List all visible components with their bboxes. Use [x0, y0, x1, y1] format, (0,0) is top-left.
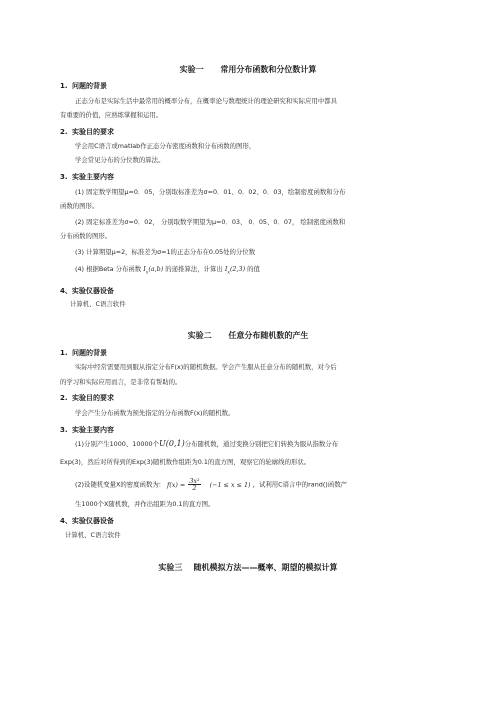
exp1-sec1-para1: 正态分布是实际生活中最常用的概率分布，在概率论与数理统计的理论研究和实际应用中都具 — [75, 97, 338, 105]
uniform-args: (0,1) — [165, 439, 185, 448]
exp2-sec4-heading — [60, 516, 114, 526]
exp1-item4-post: 的值 — [247, 265, 260, 273]
beta-subscript: x — [145, 270, 149, 276]
beta2-symbol: I — [224, 265, 228, 273]
exp1-sec4-heading — [60, 286, 114, 296]
exp1-sec4-para: 计算机、C语言软件 — [70, 300, 126, 308]
density-fraction — [188, 478, 200, 491]
exp2-sec1-num: 1. — [60, 349, 68, 357]
exp1-sec2-para2: 学会常见分布的分位数的算法。 — [75, 156, 165, 164]
exp2-sec1-heading — [60, 348, 107, 358]
beta-symbol: I — [143, 265, 146, 273]
density-numerator: 3x² — [189, 477, 200, 485]
exp2-sec1-para1: 实际中经常需要用到服从指定分布F(x)的随机数据。学会产生服从任意分布的随机数，对今后 — [75, 363, 337, 371]
exp1-sec3-title: 实验主要内容 — [72, 173, 114, 181]
density-denominator: 2 — [192, 484, 197, 492]
exp2-item2-line2: 生1000个X随机数，并作出组距为0.1的直方图。 — [75, 500, 215, 508]
exp2-sec1-para2: 的学习和实际应用而言，是非常有帮助的。 — [60, 378, 182, 386]
exp1-item4 — [75, 265, 260, 277]
exp2-sec3-title: 实验主要内容 — [72, 426, 114, 434]
exp2-sec2-para1: 学会产生分布函数为预先指定的分布函数F(x)的随机数。 — [75, 409, 235, 417]
density-range: (−1 ≤ x ≤ 1) — [209, 480, 251, 489]
exp2-sec4-title: 实验仪器设备 — [71, 517, 114, 525]
exp1-sec2-title: 实验目的要求 — [72, 128, 114, 136]
exp2-title: 实验二 任意分布随机数的产生 — [187, 331, 309, 340]
exp2-sec2-num: 2. — [60, 394, 68, 402]
exp1-sec1-title: 问题的背景 — [72, 82, 107, 90]
exp1-sec3-heading — [60, 172, 114, 182]
exp2-sec2-heading — [60, 393, 114, 403]
density-fx: f(x) = — [166, 480, 186, 489]
beta-args: (a,b) — [148, 265, 164, 273]
exp1-item4-mid: 的递推算法，计算出 — [165, 265, 223, 273]
exp2-item2-pre: (2)设随机变量X的密度函数为: — [75, 480, 161, 489]
exp2-sec1-title: 问题的背景 — [72, 349, 107, 357]
uniform-dist-u01 — [159, 439, 185, 448]
exp2-sec3-num: 3. — [60, 426, 68, 434]
exp1-sec4-num: 4、 — [60, 287, 72, 295]
exp1-item1-line2: 函数的图形。 — [60, 202, 99, 210]
exp2-item2-post: ，试利用C语言中的rand()函数产 — [252, 480, 347, 489]
exp1-item1-line1: (1) 固定数学期望μ=0．05，分别取标准差为σ=0．01、0．02、0．03，绘制密度函数和分布 — [75, 188, 346, 196]
exp2-item1-pre: (1)分别产生1000、10000个 — [75, 440, 159, 448]
exp1-item3: (3) 计算期望μ=2，标准差为σ=1的正态分布在0.05处的分位数 — [75, 248, 256, 256]
exp1-item4-pre: (4) 根据Beta 分布函数 — [75, 265, 142, 273]
exp1-item2-line1: (2) 固定标准差为σ=0．02， 分别取数学期望为μ=0．03、 0．05、0．07， 绘制密度函数和 — [75, 218, 346, 226]
beta-function-ixab — [143, 265, 164, 276]
beta2-subscript: x — [227, 270, 230, 276]
exp1-sec2-para1: 学会用C语言或matlab作正态分布密度函数和分布函数的图形， — [75, 142, 256, 150]
exp1-sec1-heading — [60, 81, 107, 91]
exp1-item2-line2: 分布函数的图形。 — [60, 232, 112, 240]
exp1-sec4-title: 实验仪器设备 — [71, 287, 114, 295]
exp1-sec2-num: 2. — [60, 128, 68, 136]
exp2-item1-post: 分布随机数，通过变换分别把它们转换为服从指数分布 — [184, 440, 339, 448]
exp2-item1-line2: Exp(3)，然后对所得到的Exp(3)随机数作组距为0.1的直方图，观察它的轮廓线的形状。 — [60, 458, 311, 466]
exp1-title: 实验一 常用分布函数和分位数计算 — [179, 65, 317, 74]
exp1-sec1-num: 1. — [60, 82, 68, 90]
beta-function-ix23 — [224, 265, 246, 276]
exp2-sec4-para: 计算机、C语言软件 — [65, 531, 121, 539]
exp2-item1-line1 — [75, 440, 338, 448]
exp2-sec2-title: 实验目的要求 — [72, 394, 114, 402]
uniform-symbol: U — [159, 439, 166, 448]
exp1-sec3-num: 3. — [60, 173, 68, 181]
beta2-args: (2,3) — [229, 265, 246, 273]
exp2-sec4-num: 4、 — [60, 517, 72, 525]
exp3-title: 实验三 随机模拟方法——概率、期望的模拟计算 — [158, 563, 338, 572]
exp1-sec1-para2: 有重要的价值，应熟练掌握和运用。 — [60, 111, 163, 119]
exp2-item2-line1 — [75, 478, 347, 491]
exp2-sec3-heading — [60, 425, 114, 435]
exp1-sec2-heading — [60, 127, 114, 137]
